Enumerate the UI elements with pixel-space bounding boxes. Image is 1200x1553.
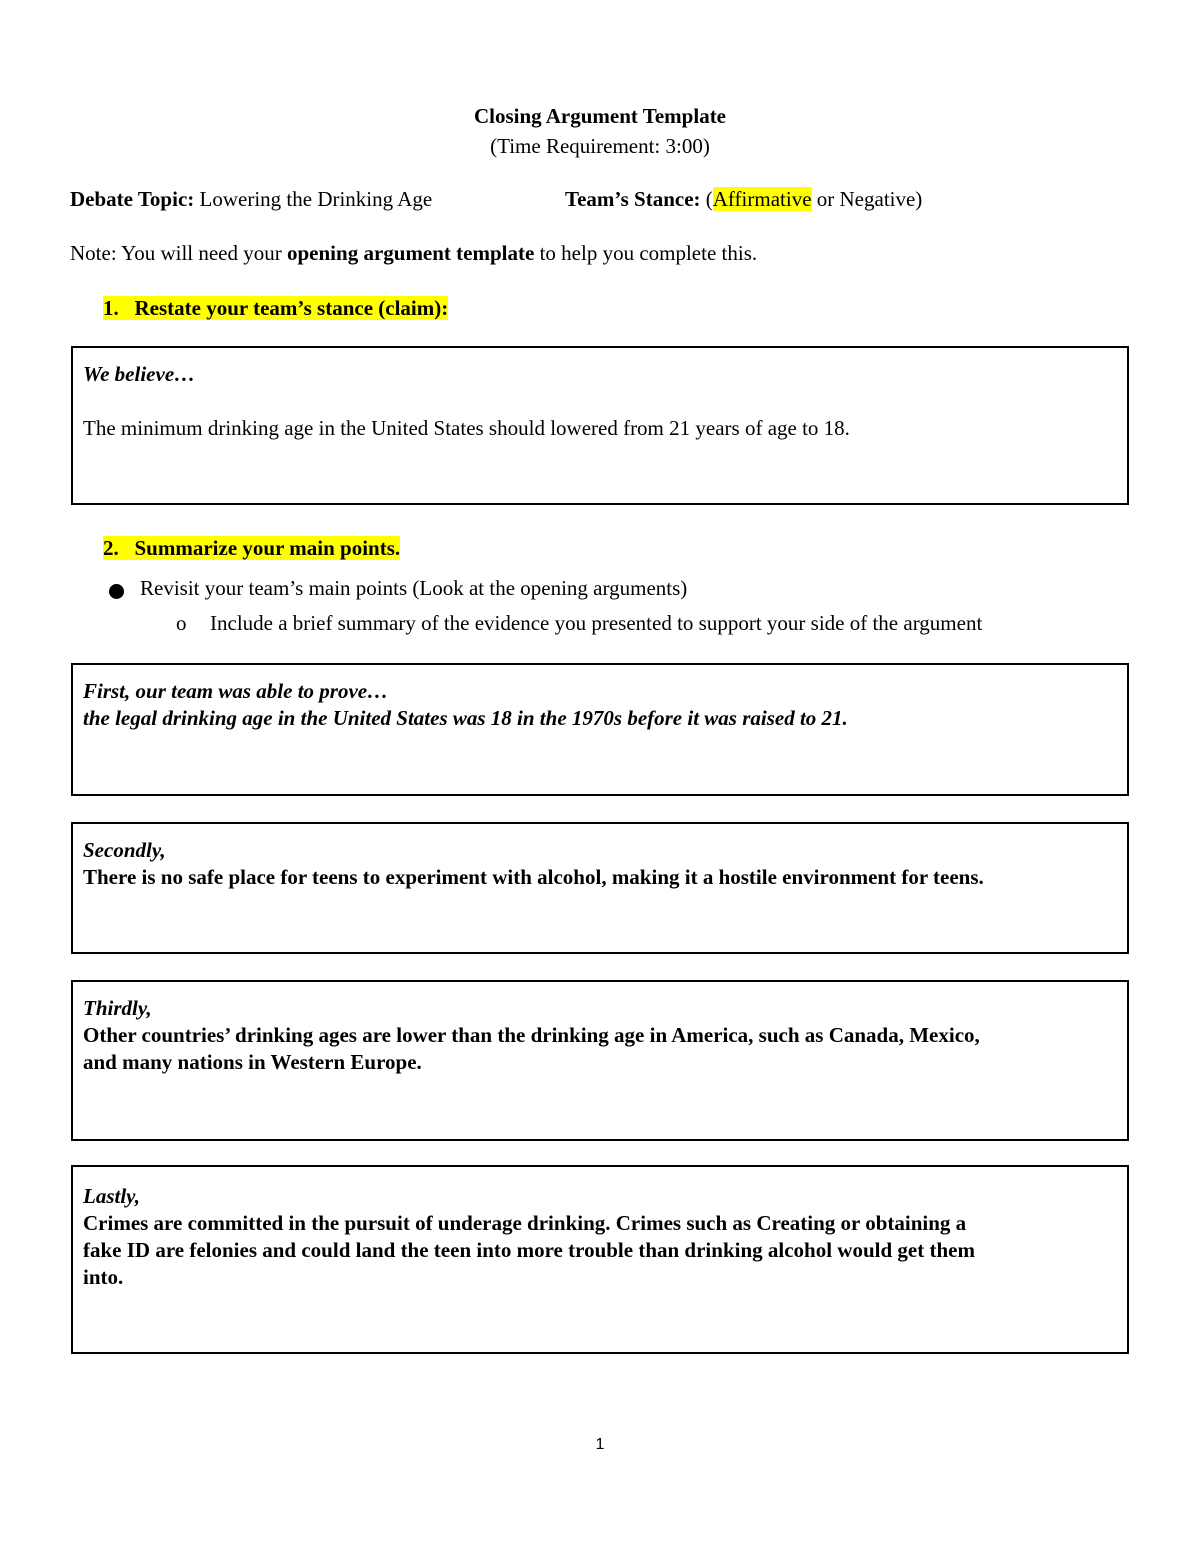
point-label: Secondly, (83, 838, 166, 862)
stance-rest: or Negative) (811, 187, 923, 211)
point-box-third (71, 980, 1129, 1141)
section1-heading (103, 296, 448, 321)
team-stance (565, 187, 922, 212)
note-line (70, 241, 757, 266)
point-label: Thirdly, (83, 996, 152, 1020)
point-text-line: There is no safe place for teens to experiment with alcohol, making it a hostile environment for teens. (83, 865, 984, 889)
point-box-first (71, 663, 1129, 796)
section2-heading (103, 536, 400, 561)
page-number: 1 (595, 1436, 605, 1453)
point-box-second (71, 822, 1129, 954)
point-label: First, our team was able to prove… (83, 679, 389, 703)
section1-heading-text: 1. Restate your team’s stance (claim): (103, 296, 449, 320)
point-text-line: and many nations in Western Europe. (83, 1050, 422, 1074)
stance-box (71, 346, 1129, 505)
debate-topic-label: Debate Topic: (70, 187, 195, 211)
point-text-line: fake ID are felonies and could land the teen into more trouble than drinking alcohol would get them (83, 1238, 975, 1262)
document-title: Closing Argument Template (473, 104, 727, 128)
section2-heading-text: 2. Summarize your main points. (103, 536, 401, 560)
note-prefix: Note: You will need your (70, 241, 287, 265)
debate-topic-value: Lowering the Drinking Age (199, 187, 433, 211)
stance-choice-affirmative: Affirmative (712, 187, 812, 211)
time-requirement: (Time Requirement: 3:00) (490, 134, 710, 158)
stance-open-paren: ( (705, 187, 713, 211)
point-text-line: into. (83, 1265, 124, 1289)
team-stance-label: Team’s Stance: (565, 187, 701, 211)
debate-topic (70, 187, 432, 212)
point-text-line: Other countries’ drinking ages are lower than the drinking age in America, such as Canada, Mexico, (83, 1023, 980, 1047)
note-bold: opening argument template (287, 241, 535, 265)
note-suffix: to help you complete this. (534, 241, 758, 265)
sub-bullet-marker-icon: o (176, 611, 187, 635)
bullet-text: Revisit your team’s main points (Look at the opening arguments) (140, 576, 688, 600)
point-text-line: Crimes are committed in the pursuit of underage drinking. Crimes such as Creating or obtaining a (83, 1211, 967, 1235)
stance-box-text: The minimum drinking age in the United States should lowered from 21 years of age to 18. (83, 416, 850, 440)
point-box-last (71, 1165, 1129, 1354)
point-label: Lastly, (83, 1184, 140, 1208)
bullet-dot-icon (109, 584, 124, 599)
point-text-line: the legal drinking age in the United States was 18 in the 1970s before it was raised to 21. (83, 706, 848, 730)
stance-box-label: We believe… (83, 362, 196, 386)
sub-bullet-text: Include a brief summary of the evidence you presented to support your side of the argument (210, 611, 983, 635)
